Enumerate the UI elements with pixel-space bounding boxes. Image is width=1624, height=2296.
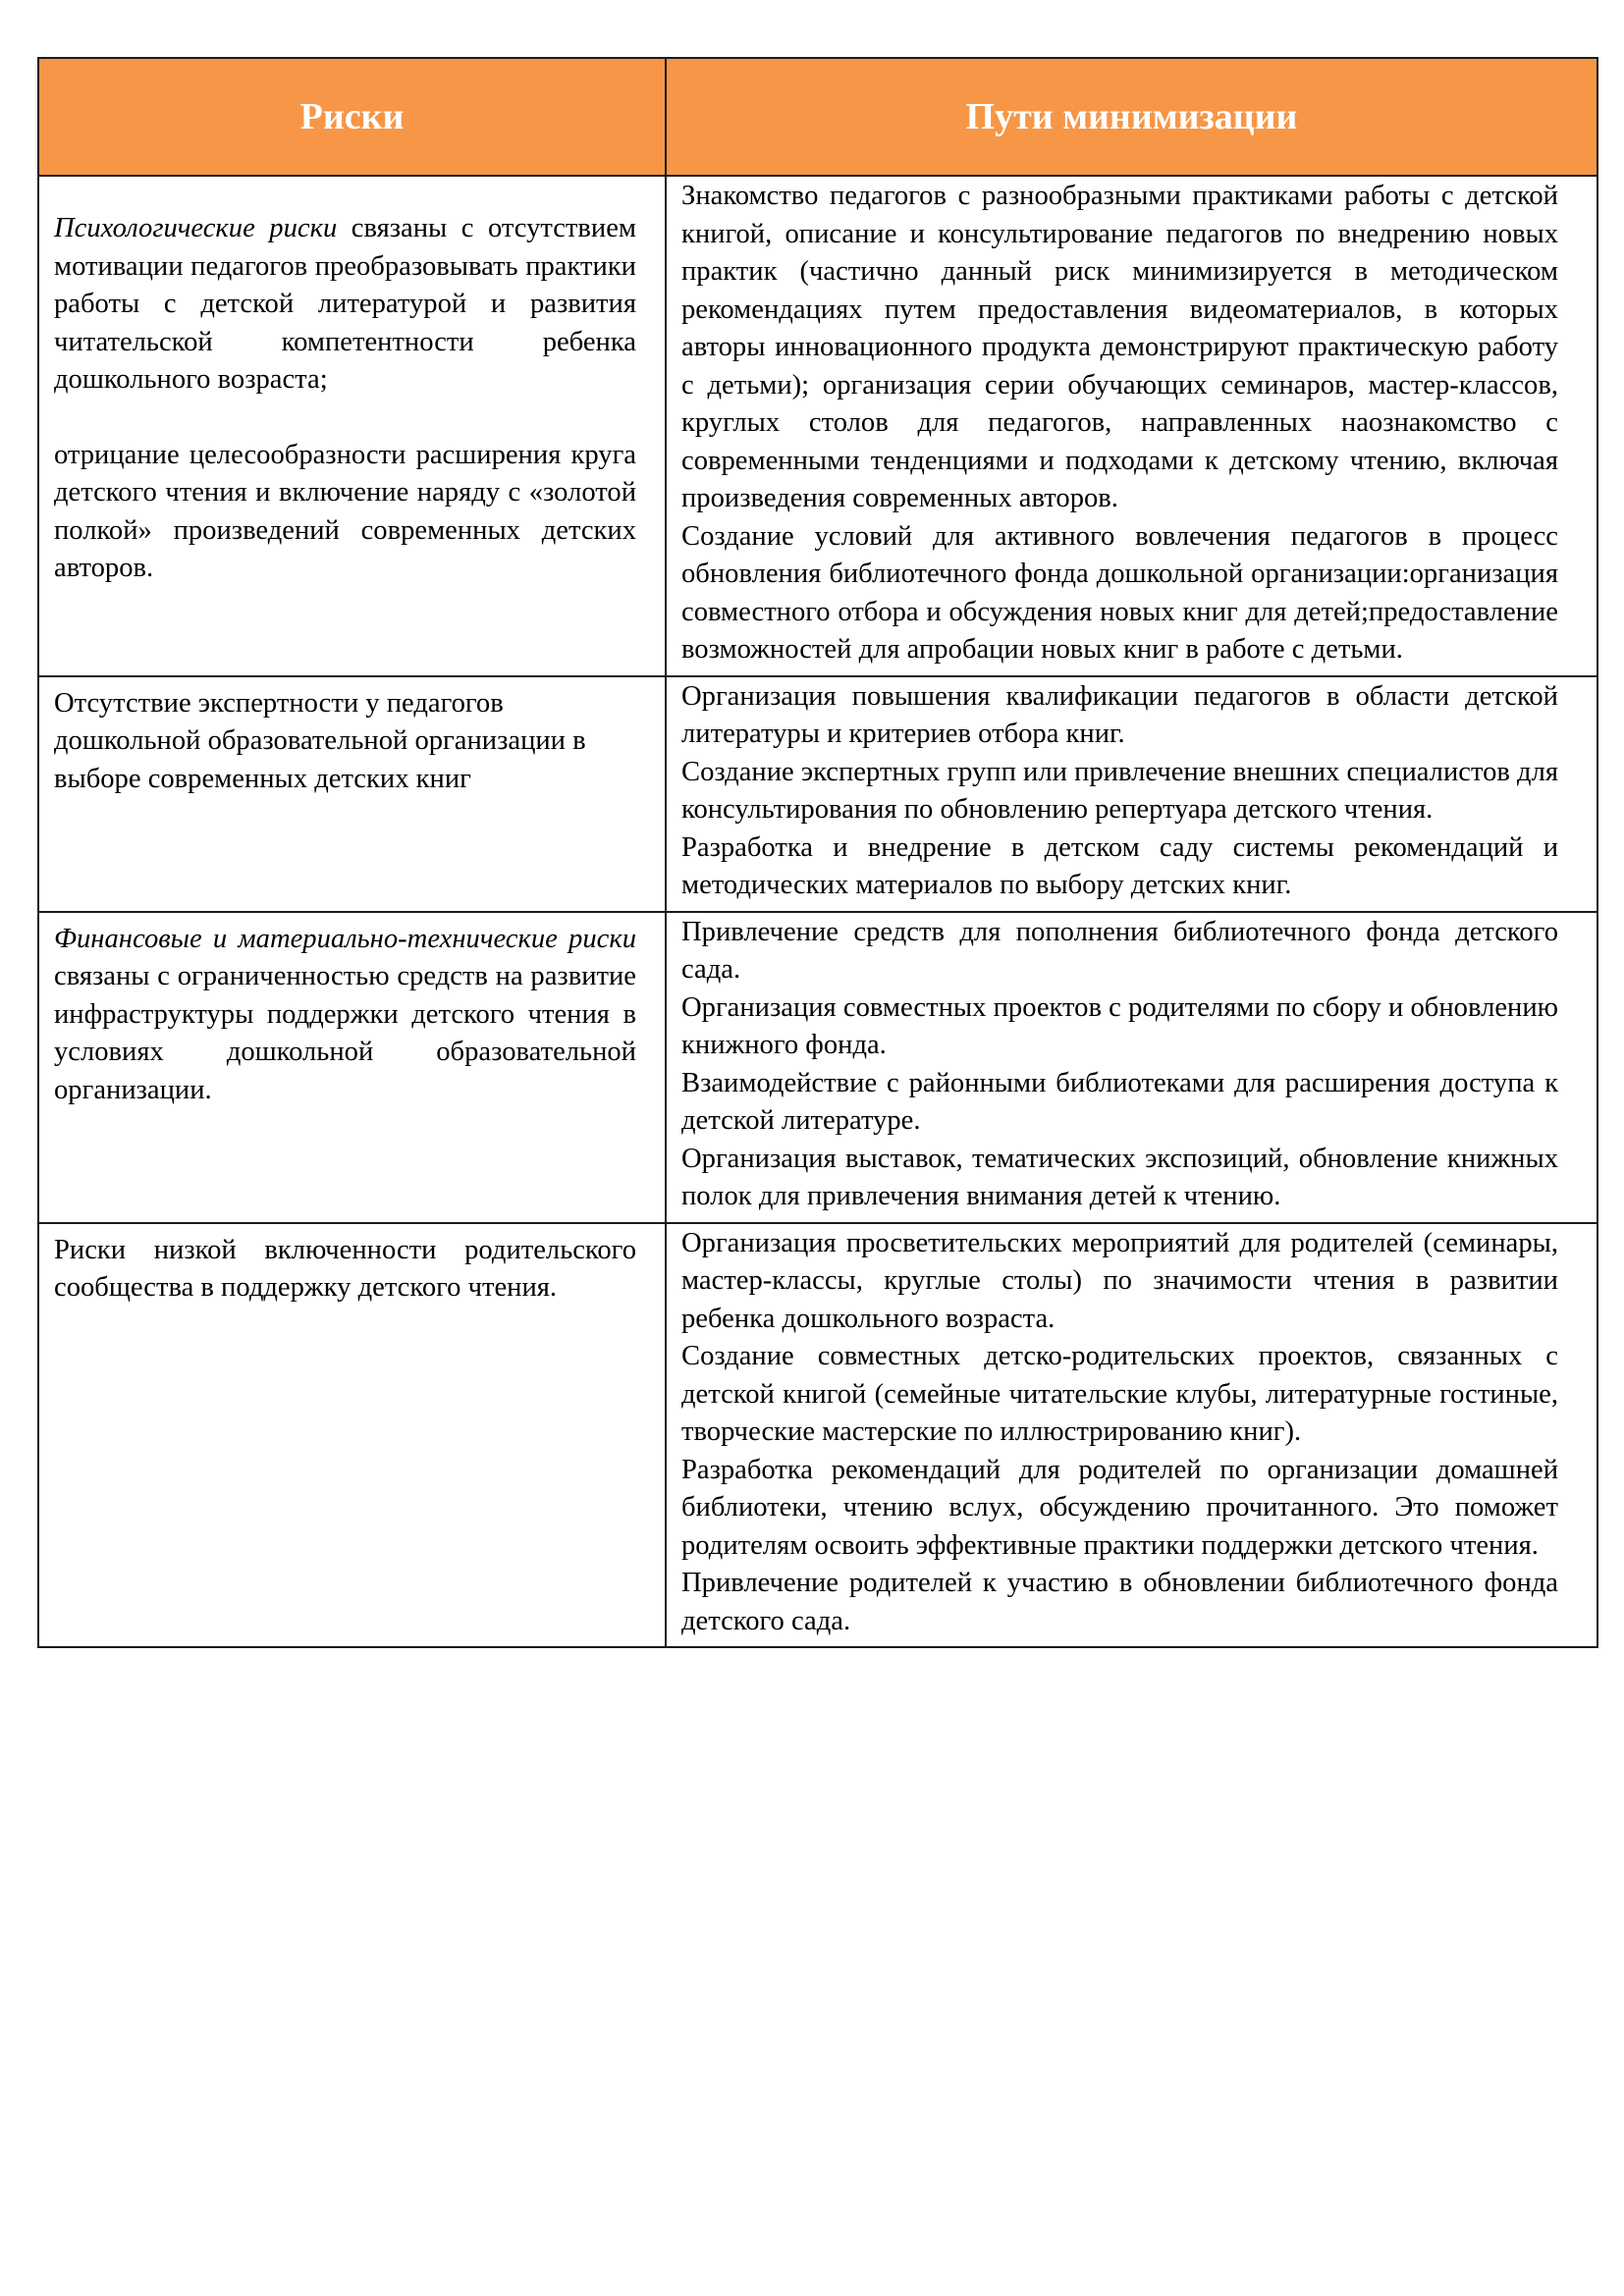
- mitigation-paragraph: Создание экспертных групп или привлечение внешних специалистов для консультирования по обновлению репертуара детского чтения.: [681, 756, 1558, 825]
- risk-cell: [38, 1223, 666, 1648]
- risk-paragraph: Отсутствие экспертности у педагогов дошкольной образовательной организации в выборе современных детских книг: [54, 687, 586, 794]
- mitigation-paragraph: Создание условий для активного вовлечения педагогов в процесс обновления библиотечного фонда дошкольной организации:организация совместного отбора и обсуждения новых книг для детей;предоставление возможностей для апробации новых книг в работе с детьми.: [681, 520, 1558, 665]
- table-row: [38, 1223, 1597, 1648]
- risk-paragraph: отрицание целесообразности расширения круга детского чтения и включение наряду с «золотой полкой» произведений современных детских авторов.: [54, 439, 636, 583]
- mitigation-paragraph: Создание совместных детско-родительских проектов, связанных с детской книгой (семейные читательские клубы, литературные гостиные, творческие мастерские по иллюстрированию книг).: [681, 1341, 1558, 1447]
- table-row: [38, 912, 1597, 1223]
- mitigation-paragraph: Разработка и внедрение в детском саду системы рекомендаций и методических материалов по выбору детских книг.: [681, 831, 1558, 900]
- table-row: [38, 176, 1597, 676]
- mitigation-paragraph: Разработка рекомендаций для родителей по организации домашней библиотеки, чтению вслух, обсуждению прочитанного. Это поможет родителям освоить эффективные практики поддержки детского чтения.: [681, 1454, 1558, 1561]
- header-risks: Риски: [38, 58, 666, 176]
- mitigation-paragraph: Взаимодействие с районными библиотеками для расширения доступа к детской литературе.: [681, 1067, 1558, 1136]
- risks-table: [37, 57, 1598, 1648]
- table-header-row: [38, 58, 1597, 176]
- risk-cell: [38, 176, 666, 676]
- mitigation-paragraph: Привлечение средств для пополнения библиотечного фонда детского сада.: [681, 916, 1558, 985]
- risk-paragraph: Риски низкой включенности родительского сообщества в поддержку детского чтения.: [54, 1234, 636, 1303]
- risk-title-italic: Финансовые и материально-технические риски: [54, 923, 636, 954]
- risk-text: связаны с отсутствием мотивации педагогов преобразовывать практики работы с детской литературой и развития читательской компетентности ребенка дошкольного возраста;: [54, 213, 636, 395]
- mitigation-paragraph: Привлечение родителей к участию в обновлении библиотечного фонда детского сада.: [681, 1568, 1558, 1636]
- mitigation-cell: [666, 176, 1597, 676]
- mitigation-paragraph: Организация повышения квалификации педагогов в области детской литературы и критериев отбора книг.: [681, 680, 1558, 749]
- header-mitigation: Пути минимизации: [666, 58, 1597, 176]
- mitigation-paragraph: Организация совместных проектов с родителями по сбору и обновлению книжного фонда.: [681, 991, 1558, 1060]
- document-page: [37, 57, 1597, 1648]
- risk-cell: [38, 912, 666, 1223]
- risk-paragraph: [54, 921, 636, 1110]
- risk-text: связаны с ограниченностью средств на развитие инфраструктуры поддержки детского чтения в условиях дошкольной образовательной организации.: [54, 961, 636, 1105]
- mitigation-cell: [666, 676, 1597, 912]
- mitigation-paragraph: Организация просветительских мероприятий для родителей (семинары, мастер-классы, круглые столы) по значимости чтения в развитии ребенка дошкольного возраста.: [681, 1227, 1558, 1334]
- mitigation-cell: [666, 912, 1597, 1223]
- mitigation-paragraph: Организация выставок, тематических экспозиций, обновление книжных полок для привлечения внимания детей к чтению.: [681, 1143, 1558, 1211]
- table-row: [38, 676, 1597, 912]
- risk-paragraph: [54, 210, 636, 400]
- risk-title-italic: Психологические риски: [54, 213, 338, 243]
- mitigation-paragraph: Знакомство педагогов с разнообразными практиками работы с детской книгой, описание и консультирование педагогов по внедрению новых практик (частично данный риск минимизируется в методическом рекомендациях путем предоставления видеоматериалов, в которых авторы инновационного продукта демонстрируют практическую работу с детьми); организация серии обучающих семинаров, мастер-классов, круглых столов для педагогов, направленных наознакомство с современными тенденциями и подходами к детскому чтению, включая произведения современных авторов.: [681, 181, 1558, 513]
- mitigation-cell: [666, 1223, 1597, 1648]
- risk-cell: [38, 676, 666, 912]
